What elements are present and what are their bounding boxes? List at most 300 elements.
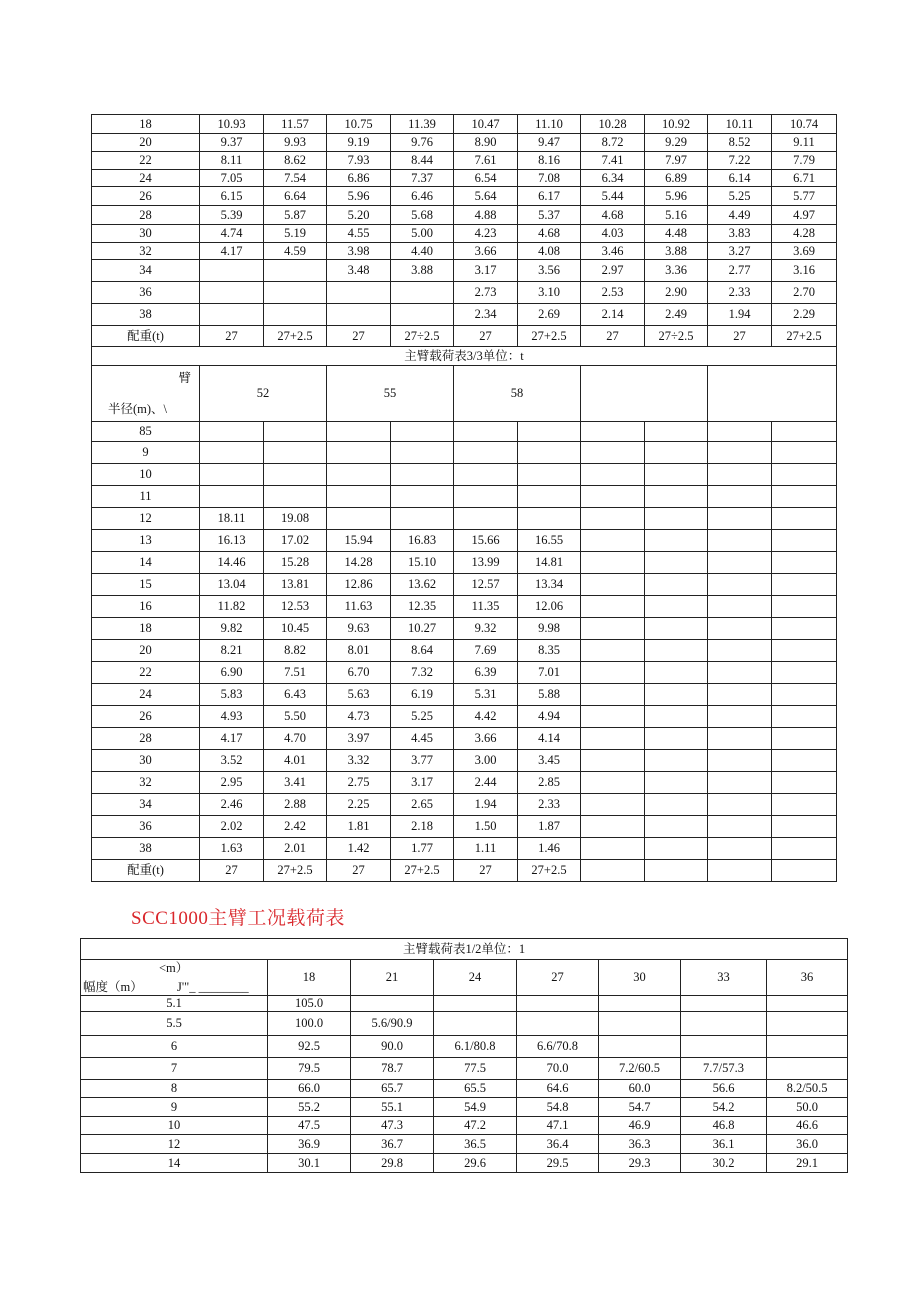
table-cell <box>434 996 517 1012</box>
table-cell <box>391 464 454 486</box>
table-row <box>81 1098 848 1117</box>
table-cell <box>391 304 454 326</box>
table-row <box>92 794 837 816</box>
table-cell <box>708 662 772 684</box>
row-label-cell: 20 <box>92 640 200 662</box>
table-row <box>92 552 837 574</box>
row-label-cell: 13 <box>92 530 200 552</box>
table-cell: 3.66 <box>454 728 518 750</box>
table-row <box>81 1117 848 1135</box>
boom-length-header <box>708 366 837 422</box>
table-cell <box>581 706 645 728</box>
table-cell <box>645 860 708 882</box>
table-cell: 3.36 <box>645 260 708 282</box>
table-cell: 36.9 <box>268 1135 351 1154</box>
table-cell: 9.11 <box>772 134 837 152</box>
table-cell <box>391 486 454 508</box>
table-cell <box>645 552 708 574</box>
table-cell <box>772 552 837 574</box>
table-caption: 主臂载荷表3/3单位：t <box>92 347 837 366</box>
table-cell <box>772 508 837 530</box>
table-cell: 4.42 <box>454 706 518 728</box>
table-cell <box>708 442 772 464</box>
table-cell: 3.17 <box>391 772 454 794</box>
boom-length-header: 27 <box>517 960 599 996</box>
table-cell <box>518 422 581 442</box>
table-cell: 5.96 <box>327 187 391 206</box>
table-cell <box>708 508 772 530</box>
table-cell: 2.02 <box>200 816 264 838</box>
row-label-cell: 5.1 <box>81 996 268 1012</box>
table-cell: 8.11 <box>200 152 264 170</box>
table-cell: 3.88 <box>391 260 454 282</box>
table-cell: 5.64 <box>454 187 518 206</box>
table2-rows <box>81 996 848 1173</box>
table-cell <box>581 508 645 530</box>
table-cell: 5.25 <box>708 187 772 206</box>
table-cell: 1.94 <box>454 794 518 816</box>
table-cell: 29.8 <box>351 1154 434 1173</box>
header-radius-label: 半径(m)、\ <box>108 401 168 416</box>
table-row <box>92 115 837 134</box>
table-cell: 11.10 <box>518 115 581 134</box>
table-cell <box>767 1012 848 1036</box>
table-cell <box>772 662 837 684</box>
table-cell: 79.5 <box>268 1058 351 1080</box>
table-cell <box>708 772 772 794</box>
table-cell: 8.82 <box>264 640 327 662</box>
table-cell <box>264 442 327 464</box>
table-cell: 7.97 <box>645 152 708 170</box>
table-cell <box>264 282 327 304</box>
table-cell <box>772 618 837 640</box>
table-cell: 2.33 <box>518 794 581 816</box>
table-cell <box>772 860 837 882</box>
table-cell: 7.01 <box>518 662 581 684</box>
table-row <box>92 134 837 152</box>
table-cell: 5.19 <box>264 225 327 243</box>
table-cell: 9.29 <box>645 134 708 152</box>
table-cell: 5.50 <box>264 706 327 728</box>
table-cell: 6.6/70.8 <box>517 1036 599 1058</box>
table-cell: 3.97 <box>327 728 391 750</box>
table-cell: 29.6 <box>434 1154 517 1173</box>
table-cell: 9.32 <box>454 618 518 640</box>
table-caption: 主臂载荷表1/2单位：1 <box>81 939 848 960</box>
table-cell <box>772 684 837 706</box>
table-cell: 36.7 <box>351 1135 434 1154</box>
table-cell <box>645 530 708 552</box>
table-cell: 27 <box>200 326 264 347</box>
row-label-cell: 32 <box>92 772 200 794</box>
table-row <box>92 816 837 838</box>
table-cell: 5.96 <box>645 187 708 206</box>
table-cell: 2.77 <box>708 260 772 282</box>
table-cell: 9.98 <box>518 618 581 640</box>
table-cell: 7.2/60.5 <box>599 1058 681 1080</box>
table-cell <box>772 486 837 508</box>
table-cell: 6.54 <box>454 170 518 187</box>
table-cell: 4.28 <box>772 225 837 243</box>
table-cell: 7.79 <box>772 152 837 170</box>
table-cell <box>581 772 645 794</box>
table-cell: 13.99 <box>454 552 518 574</box>
table-cell: 8.35 <box>518 640 581 662</box>
table-cell <box>200 422 264 442</box>
table-cell <box>327 422 391 442</box>
table-cell: 36.1 <box>681 1135 767 1154</box>
table-row <box>92 486 837 508</box>
table-cell: 8.90 <box>454 134 518 152</box>
table-cell: 2.69 <box>518 304 581 326</box>
table-cell <box>708 816 772 838</box>
table-cell <box>391 508 454 530</box>
table-cell: 13.81 <box>264 574 327 596</box>
table-cell: 56.6 <box>681 1080 767 1098</box>
table-cell: 46.9 <box>599 1117 681 1135</box>
table-cell: 27 <box>454 860 518 882</box>
table-cell <box>708 530 772 552</box>
row-label-cell: 9 <box>81 1098 268 1117</box>
table-cell <box>581 442 645 464</box>
table-cell: 2.29 <box>772 304 837 326</box>
table-cell <box>581 422 645 442</box>
row-label-cell: 配重(t) <box>92 860 200 882</box>
header-mark: J'"_ ________ <box>177 979 249 994</box>
table-row <box>92 860 837 882</box>
load-table-upper <box>91 114 837 882</box>
table-cell: 1.42 <box>327 838 391 860</box>
table-cell: 2.85 <box>518 772 581 794</box>
table-cell: 4.45 <box>391 728 454 750</box>
table-cell: 6.46 <box>391 187 454 206</box>
table-cell <box>264 464 327 486</box>
table-cell <box>772 596 837 618</box>
table-cell: 2.46 <box>200 794 264 816</box>
row-label-cell: 22 <box>92 662 200 684</box>
table-cell: 47.2 <box>434 1117 517 1135</box>
table-row <box>92 442 837 464</box>
table-row <box>81 1036 848 1058</box>
table-cell: 4.97 <box>772 206 837 225</box>
table-cell <box>518 508 581 530</box>
table-row <box>92 640 837 662</box>
table-cell: 4.74 <box>200 225 264 243</box>
boom-length-header <box>581 366 708 422</box>
table-cell: 15.10 <box>391 552 454 574</box>
caption-section <box>92 347 837 422</box>
table-cell: 16.55 <box>518 530 581 552</box>
table-cell: 27 <box>327 326 391 347</box>
table-cell <box>454 442 518 464</box>
row-label-cell: 26 <box>92 187 200 206</box>
table-cell: 8.01 <box>327 640 391 662</box>
table-cell: 11.35 <box>454 596 518 618</box>
table-cell <box>581 838 645 860</box>
table-cell <box>767 996 848 1012</box>
table-cell: 2.75 <box>327 772 391 794</box>
table-cell: 27 <box>581 326 645 347</box>
table-cell <box>708 552 772 574</box>
table-cell <box>327 442 391 464</box>
table-cell <box>645 772 708 794</box>
table-cell <box>645 596 708 618</box>
table-cell: 47.5 <box>268 1117 351 1135</box>
table-cell: 4.03 <box>581 225 645 243</box>
boom-length-header: 30 <box>599 960 681 996</box>
row-label-cell: 10 <box>81 1117 268 1135</box>
table-cell: 8.64 <box>391 640 454 662</box>
row-label-cell: 5.5 <box>81 1012 268 1036</box>
table-cell: 78.7 <box>351 1058 434 1080</box>
table-cell: 1.94 <box>708 304 772 326</box>
table-cell: 4.88 <box>454 206 518 225</box>
table-cell: 15.28 <box>264 552 327 574</box>
table-cell <box>518 442 581 464</box>
table-cell <box>327 464 391 486</box>
boom-length-header: 52 <box>200 366 327 422</box>
table-cell: 5.63 <box>327 684 391 706</box>
row-label-cell: 38 <box>92 304 200 326</box>
header-corner-cell <box>92 366 200 422</box>
table-cell: 5.16 <box>645 206 708 225</box>
table-row <box>92 464 837 486</box>
row-label-cell: 14 <box>81 1154 268 1173</box>
table-row <box>92 282 837 304</box>
table-cell: 3.32 <box>327 750 391 772</box>
table-cell: 11.39 <box>391 115 454 134</box>
table-cell: 2.70 <box>772 282 837 304</box>
header-radius-label: 幅度（m） <box>83 979 143 994</box>
row-label-cell: 14 <box>92 552 200 574</box>
table-cell: 18.11 <box>200 508 264 530</box>
table-cell: 8.72 <box>581 134 645 152</box>
row-label-cell: 15 <box>92 574 200 596</box>
table-cell: 16.13 <box>200 530 264 552</box>
table-cell <box>708 794 772 816</box>
table-cell: 3.69 <box>772 243 837 260</box>
table-cell: 14.81 <box>518 552 581 574</box>
table-cell: 36.0 <box>767 1135 848 1154</box>
table-row <box>92 728 837 750</box>
table-cell: 47.1 <box>517 1117 599 1135</box>
table-cell <box>454 422 518 442</box>
table-cell <box>708 728 772 750</box>
table-cell: 77.5 <box>434 1058 517 1080</box>
table-cell: 2.53 <box>581 282 645 304</box>
table-cell <box>200 260 264 282</box>
table-cell <box>645 508 708 530</box>
table-cell <box>581 618 645 640</box>
table-cell: 8.44 <box>391 152 454 170</box>
table-cell <box>581 574 645 596</box>
table-cell: 1.77 <box>391 838 454 860</box>
table-row <box>81 1058 848 1080</box>
table-row <box>92 662 837 684</box>
table-cell: 5.68 <box>391 206 454 225</box>
table-cell: 4.01 <box>264 750 327 772</box>
table-cell <box>200 464 264 486</box>
table-row <box>81 996 848 1012</box>
table-cell: 6.71 <box>772 170 837 187</box>
row-label-cell: 22 <box>92 152 200 170</box>
row-label-cell: 18 <box>92 618 200 640</box>
table-cell <box>645 728 708 750</box>
table-cell: 6.19 <box>391 684 454 706</box>
table-cell: 7.32 <box>391 662 454 684</box>
table-cell: 3.98 <box>327 243 391 260</box>
table-cell: 27+2.5 <box>264 860 327 882</box>
table-cell: 12.53 <box>264 596 327 618</box>
table-cell: 1.46 <box>518 838 581 860</box>
table-cell: 3.48 <box>327 260 391 282</box>
row-label-cell: 12 <box>92 508 200 530</box>
table-cell: 4.17 <box>200 243 264 260</box>
boom-length-header: 24 <box>434 960 517 996</box>
table-cell: 4.55 <box>327 225 391 243</box>
table-cell: 4.14 <box>518 728 581 750</box>
table-cell: 50.0 <box>767 1098 848 1117</box>
table-cell: 29.3 <box>599 1154 681 1173</box>
table-cell <box>708 464 772 486</box>
table-cell <box>645 422 708 442</box>
table-cell <box>327 508 391 530</box>
table-cell: 8.52 <box>708 134 772 152</box>
table-cell: 3.83 <box>708 225 772 243</box>
table-row <box>92 838 837 860</box>
table-row <box>92 206 837 225</box>
table-row <box>81 1012 848 1036</box>
table-cell: 12.86 <box>327 574 391 596</box>
table-cell <box>599 996 681 1012</box>
load-table-lower <box>80 938 848 1173</box>
row-label-cell: 85 <box>92 422 200 442</box>
boom-length-header: 18 <box>268 960 351 996</box>
table-row <box>92 243 837 260</box>
table-cell <box>772 442 837 464</box>
table-cell: 55.1 <box>351 1098 434 1117</box>
table-cell: 46.8 <box>681 1117 767 1135</box>
table-cell: 4.40 <box>391 243 454 260</box>
table-cell: 4.59 <box>264 243 327 260</box>
table-cell: 7.08 <box>518 170 581 187</box>
table-cell: 105.0 <box>268 996 351 1012</box>
table-cell <box>264 422 327 442</box>
table-cell: 3.17 <box>454 260 518 282</box>
table-cell <box>645 684 708 706</box>
row-label-cell: 34 <box>92 794 200 816</box>
table-cell <box>645 618 708 640</box>
table-cell: 11.63 <box>327 596 391 618</box>
row-label-cell: 30 <box>92 750 200 772</box>
table-cell: 2.42 <box>264 816 327 838</box>
row-label-cell: 36 <box>92 282 200 304</box>
table-cell <box>772 530 837 552</box>
table-cell <box>772 794 837 816</box>
table-cell <box>681 996 767 1012</box>
table-cell: 9.19 <box>327 134 391 152</box>
table-cell <box>645 794 708 816</box>
table-row <box>92 684 837 706</box>
table-cell <box>645 750 708 772</box>
table-cell: 46.6 <box>767 1117 848 1135</box>
table-cell: 3.77 <box>391 750 454 772</box>
table-cell: 10.93 <box>200 115 264 134</box>
table-cell: 7.7/57.3 <box>681 1058 767 1080</box>
table-cell: 54.2 <box>681 1098 767 1117</box>
table-cell: 5.31 <box>454 684 518 706</box>
table-cell: 8.16 <box>518 152 581 170</box>
table-cell: 9.63 <box>327 618 391 640</box>
table-cell <box>708 750 772 772</box>
table-cell: 27 <box>454 326 518 347</box>
table-cell: 5.37 <box>518 206 581 225</box>
row-label-cell: 36 <box>92 816 200 838</box>
boom-length-header: 36 <box>767 960 848 996</box>
table-cell: 2.18 <box>391 816 454 838</box>
table-row <box>92 225 837 243</box>
table-cell <box>645 816 708 838</box>
boom-length-header: 55 <box>327 366 454 422</box>
row-label-cell: 28 <box>92 728 200 750</box>
table-cell: 2.34 <box>454 304 518 326</box>
table-cell: 5.83 <box>200 684 264 706</box>
table-cell: 5.88 <box>518 684 581 706</box>
table-row <box>92 187 837 206</box>
table-cell: 3.10 <box>518 282 581 304</box>
row-label-cell: 26 <box>92 706 200 728</box>
table-cell <box>581 530 645 552</box>
table-cell: 10.27 <box>391 618 454 640</box>
section-title: SCC1000主臂工况载荷表 <box>131 908 345 929</box>
table-cell: 54.9 <box>434 1098 517 1117</box>
table-cell <box>454 508 518 530</box>
table-cell <box>772 464 837 486</box>
table-cell <box>327 304 391 326</box>
table-cell: 9.37 <box>200 134 264 152</box>
table-cell: 5.00 <box>391 225 454 243</box>
table-cell: 7.51 <box>264 662 327 684</box>
boom-length-header: 33 <box>681 960 767 996</box>
table-cell: 6.90 <box>200 662 264 684</box>
table-cell: 3.66 <box>454 243 518 260</box>
table-cell <box>581 860 645 882</box>
table-cell <box>772 728 837 750</box>
table-cell: 27 <box>327 860 391 882</box>
table-cell <box>772 750 837 772</box>
table-cell: 60.0 <box>599 1080 681 1098</box>
table-cell: 65.5 <box>434 1080 517 1098</box>
table-cell: 16.83 <box>391 530 454 552</box>
table-row <box>92 772 837 794</box>
table-cell: 30.2 <box>681 1154 767 1173</box>
table-cell: 10.75 <box>327 115 391 134</box>
table-cell: 27 <box>200 860 264 882</box>
table-cell <box>581 640 645 662</box>
row-label-cell: 配重(t) <box>92 326 200 347</box>
table-cell <box>681 1012 767 1036</box>
table-row <box>92 152 837 170</box>
table-cell: 92.5 <box>268 1036 351 1058</box>
table-cell: 36.4 <box>517 1135 599 1154</box>
table-cell: 6.17 <box>518 187 581 206</box>
table-cell: 4.93 <box>200 706 264 728</box>
table-cell: 13.04 <box>200 574 264 596</box>
table-cell: 5.44 <box>581 187 645 206</box>
table-cell <box>708 860 772 882</box>
table-cell <box>581 662 645 684</box>
table-cell: 11.82 <box>200 596 264 618</box>
